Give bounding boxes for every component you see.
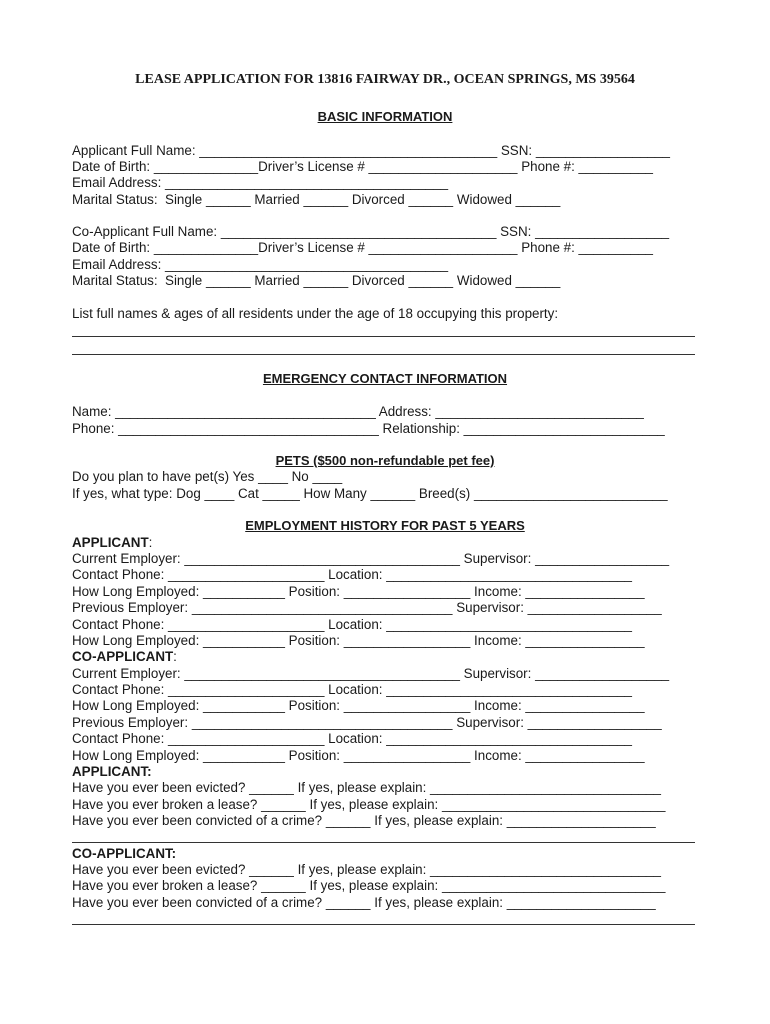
co-applicant-current-employer-field[interactable]: Current Employer: _____________________________________ Supervisor: __________________ — [72, 666, 670, 681]
applicant-email-field[interactable]: Email Address: ______________________________________ — [72, 175, 449, 190]
residents-answer-line-2[interactable] — [72, 354, 695, 355]
co-applicant-dob-license-phone-field[interactable]: Date of Birth: ______________Driver’s License # ____________________ Phone #: __________ — [72, 240, 653, 255]
document-title: LEASE APPLICATION FOR 13816 FAIRWAY DR., OCEAN SPRINGS, MS 39564 — [135, 72, 635, 87]
applicant-name-ssn-field[interactable]: Applicant Full Name: ________________________________________ SSN: __________________ — [72, 143, 670, 158]
co-applicant-evicted-field[interactable]: Have you ever been evicted? ______ If yes, please explain: _______________________________ — [72, 862, 661, 877]
applicant-current-employer-field[interactable]: Current Employer: _____________________________________ Supervisor: __________________ — [72, 551, 670, 566]
co-applicant-how-long-field[interactable]: How Long Employed: ___________ Position: _________________ Income: ________________ — [72, 698, 645, 713]
applicant-crime-field[interactable]: Have you ever been convicted of a crime? ______ If yes, please explain: ____________________ — [72, 813, 656, 828]
applicant-contact-phone-field[interactable]: Contact Phone: _____________________ Location: _________________________________ — [72, 567, 632, 582]
co-applicant-email-field[interactable]: Email Address: ______________________________________ — [72, 257, 449, 272]
co-applicant-name-ssn-field[interactable]: Co-Applicant Full Name: _____________________________________ SSN: __________________ — [72, 224, 670, 239]
applicant-how-long-field[interactable]: How Long Employed: ___________ Position: _________________ Income: ________________ — [72, 584, 645, 599]
employment-applicant-label-colon: : — [148, 535, 153, 550]
applicant-broken-lease-field[interactable]: Have you ever broken a lease? ______ If yes, please explain: ______________________________ — [72, 797, 666, 812]
history-applicant-label: APPLICANT: — [72, 764, 152, 779]
pets-heading: PETS ($500 non-refundable pet fee) — [275, 453, 495, 468]
employment-co-applicant-label — [72, 649, 712, 665]
co-applicant-broken-lease-field[interactable]: Have you ever broken a lease? ______ If yes, please explain: ______________________________ — [72, 878, 666, 893]
applicant-evicted-field[interactable]: Have you ever been evicted? ______ If yes, please explain: _______________________________ — [72, 780, 661, 795]
basic-information-heading: BASIC INFORMATION — [317, 109, 453, 124]
co-applicant-previous-how-long-field[interactable]: How Long Employed: ___________ Position: _________________ Income: ________________ — [72, 748, 645, 763]
emergency-contact-heading: EMERGENCY CONTACT INFORMATION — [262, 371, 508, 386]
applicant-dob-license-phone-field[interactable]: Date of Birth: ______________Driver’s License # ____________________ Phone #: __________ — [72, 159, 653, 174]
residents-answer-line-1[interactable] — [72, 336, 695, 337]
pets-yes-no-field[interactable]: Do you plan to have pet(s) Yes ____ No ____ — [72, 469, 343, 484]
co-applicant-previous-employer-field[interactable]: Previous Employer: ___________________________________ Supervisor: __________________ — [72, 715, 662, 730]
employment-applicant-label — [72, 535, 712, 551]
co-applicant-crime-field[interactable]: Have you ever been convicted of a crime? ______ If yes, please explain: ____________________ — [72, 895, 656, 910]
residents-under-18-prompt: List full names & ages of all residents under the age of 18 occupying this property: — [72, 306, 559, 321]
emergency-phone-relationship-field[interactable]: Phone: ___________________________________ Relationship: ___________________________ — [72, 421, 665, 436]
co-applicant-contact-phone-field[interactable]: Contact Phone: _____________________ Location: _________________________________ — [72, 682, 632, 697]
employment-co-applicant-label-text: CO-APPLICANT — [72, 649, 174, 664]
co-applicant-marital-status-field[interactable]: Marital Status: Single ______ Married ______ Divorced ______ Widowed ______ — [72, 273, 561, 288]
employment-history-heading: EMPLOYMENT HISTORY FOR PAST 5 YEARS — [245, 518, 525, 533]
applicant-previous-employer-field[interactable]: Previous Employer: ___________________________________ Supervisor: __________________ — [72, 600, 662, 615]
history-co-applicant-label: CO-APPLICANT: — [72, 846, 177, 861]
co-applicant-explain-line[interactable] — [72, 924, 695, 925]
applicant-previous-how-long-field[interactable]: How Long Employed: ___________ Position: _________________ Income: ________________ — [72, 633, 645, 648]
applicant-previous-contact-phone-field[interactable]: Contact Phone: _____________________ Location: _________________________________ — [72, 617, 632, 632]
employment-applicant-label-text: APPLICANT — [72, 535, 149, 550]
co-applicant-previous-contact-phone-field[interactable]: Contact Phone: _____________________ Location: _________________________________ — [72, 731, 632, 746]
applicant-explain-line[interactable] — [72, 842, 695, 843]
emergency-name-address-field[interactable]: Name: ___________________________________ Address: ____________________________ — [72, 404, 644, 419]
applicant-marital-status-field[interactable]: Marital Status: Single ______ Married ______ Divorced ______ Widowed ______ — [72, 192, 561, 207]
employment-co-applicant-label-colon: : — [173, 649, 177, 664]
pets-type-field[interactable]: If yes, what type: Dog ____ Cat _____ How Many ______ Breed(s) __________________________ — [72, 486, 668, 501]
